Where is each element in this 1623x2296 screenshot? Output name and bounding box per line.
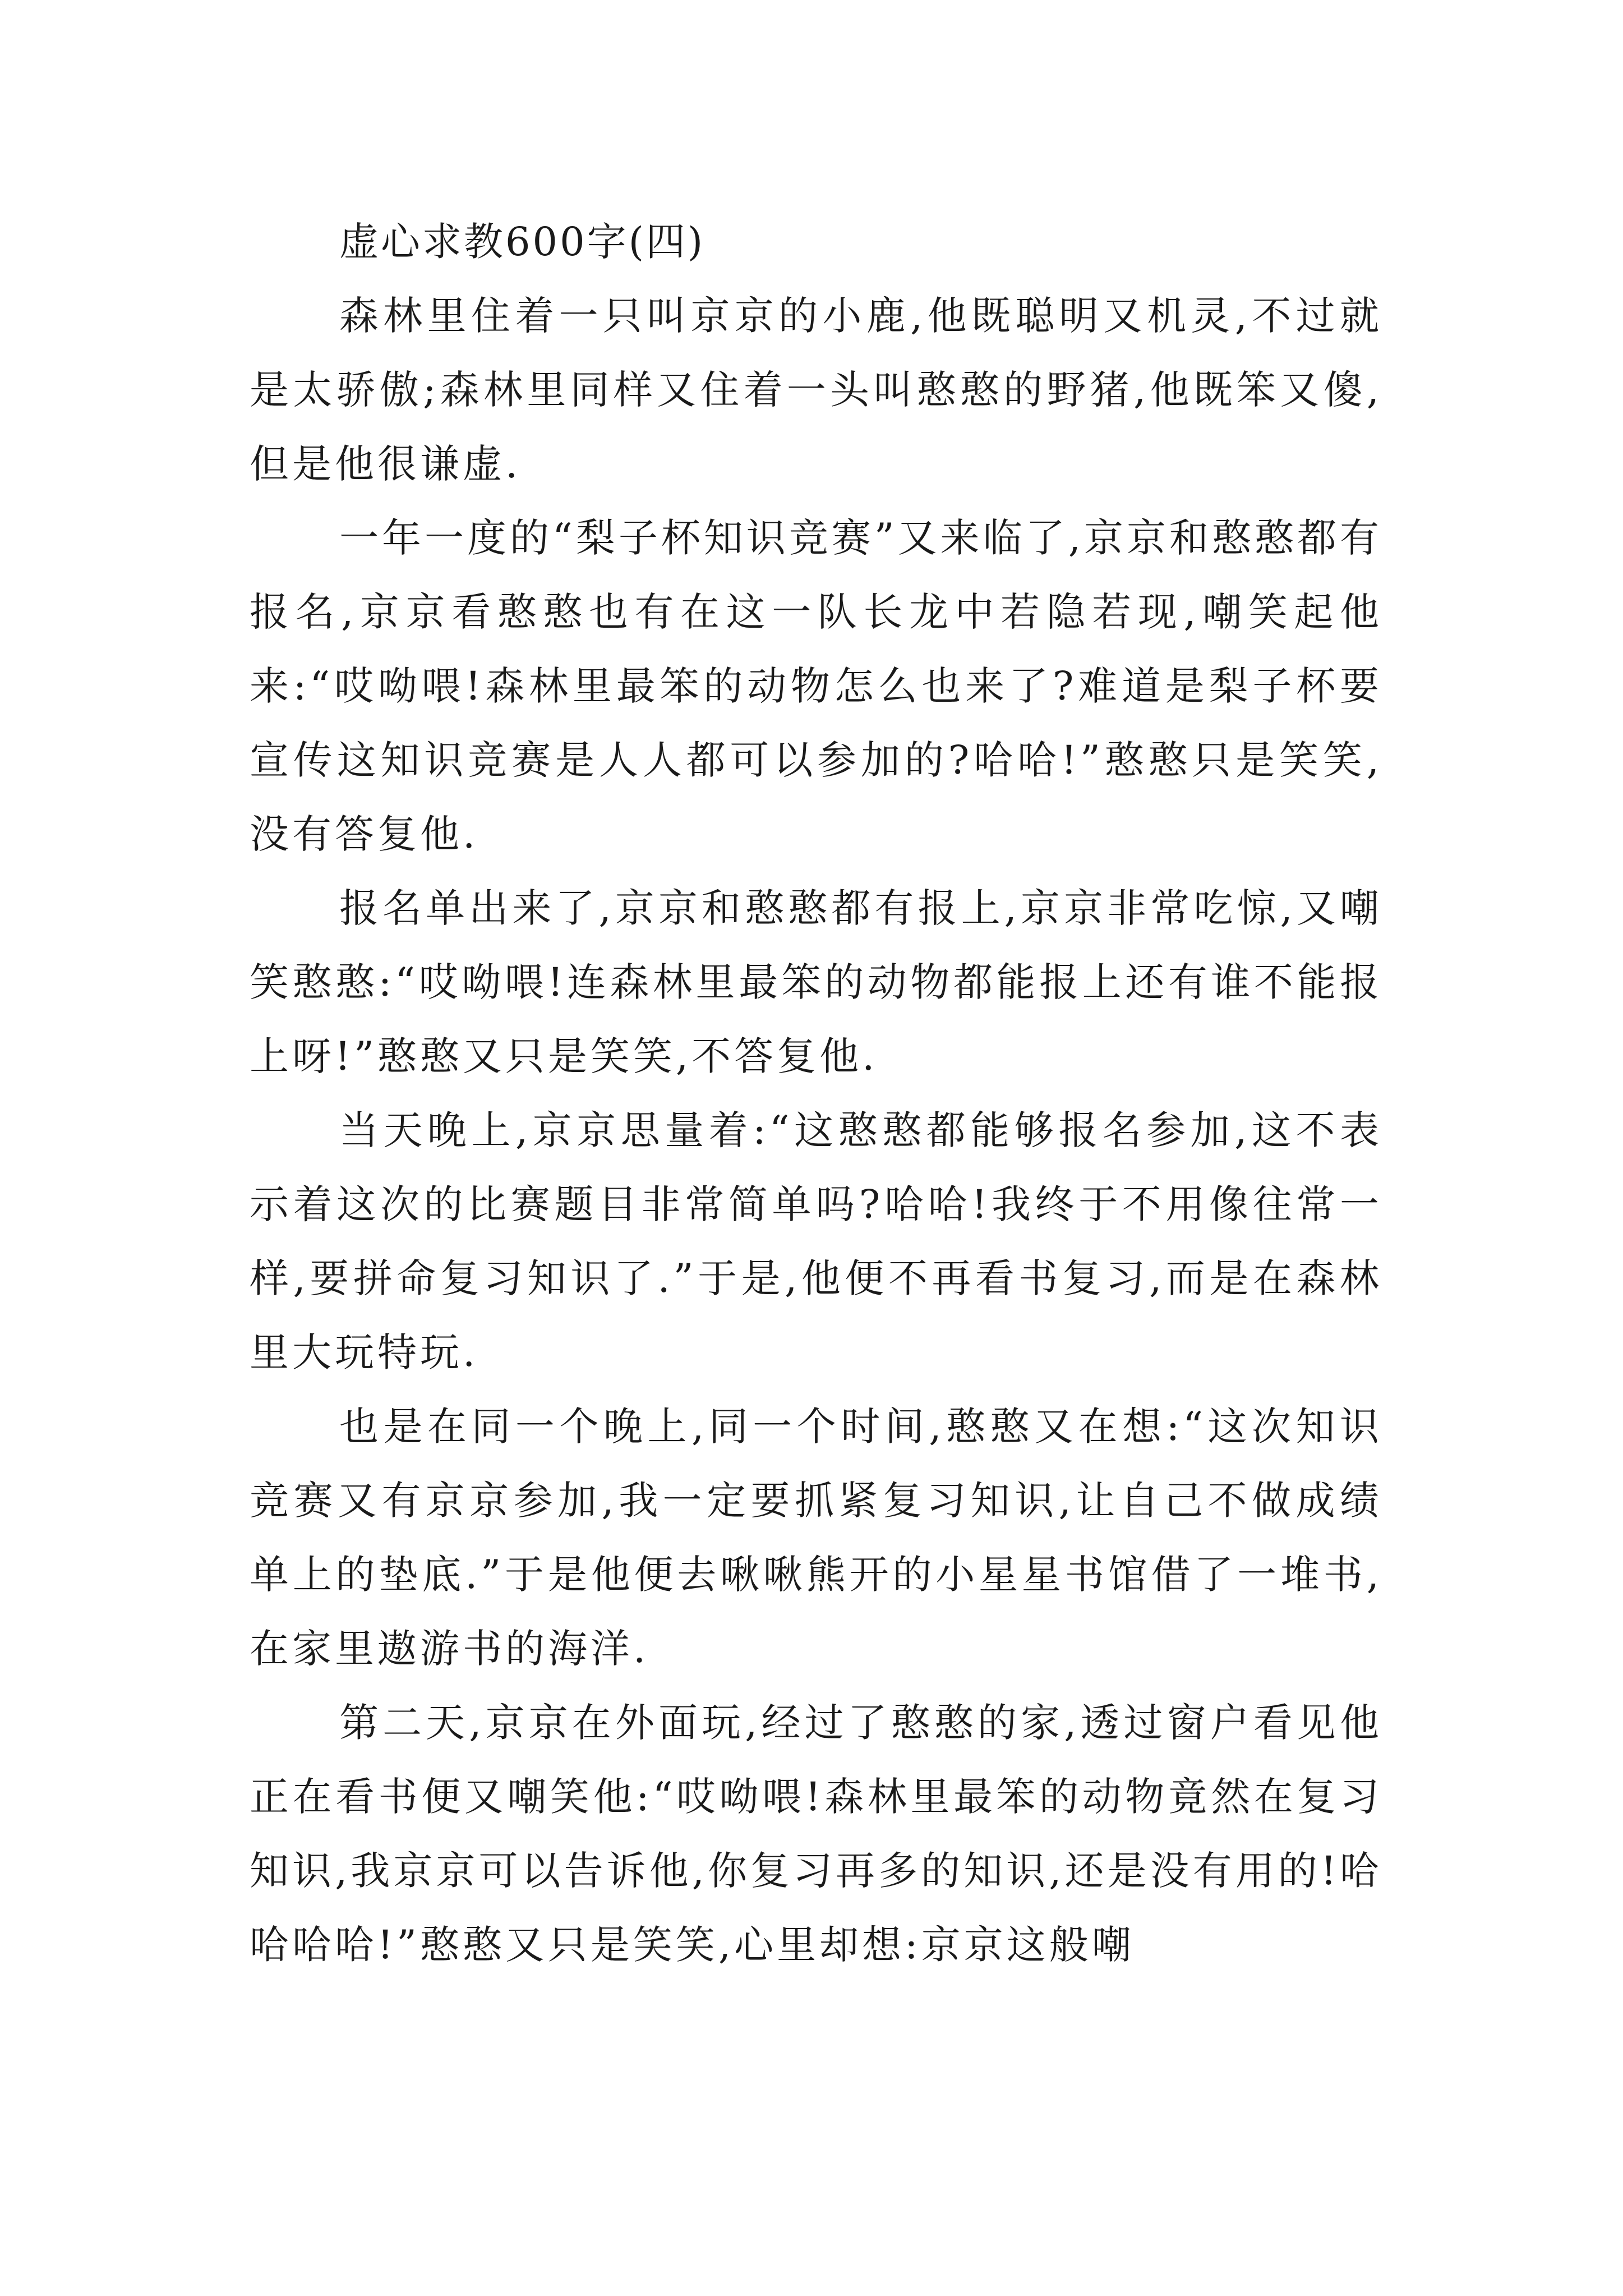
paragraph: 当天晚上,京京思量着:“这憨憨都能够报名参加,这不表示着这次的比赛题目非常简单吗?哈哈!我终于不用像往常一样,要拼命复习知识了.”于是,他便不再看书复习,而是在森林里大玩特玩. bbox=[250, 1107, 1382, 1375]
paragraph: 森林里住着一只叫京京的小鹿,他既聪明又机灵,不过就是太骄傲;森林里同样又住着一头叫憨憨的野猪,他既笨又傻,但是他很谦虚. bbox=[250, 293, 1382, 487]
paragraph: 报名单出来了,京京和憨憨都有报上,京京非常吃惊,又嘲笑憨憨:“哎呦喂!连森林里最笨的动物都能报上还有谁不能报上呀!”憨憨又只是笑笑,不答复他. bbox=[250, 885, 1382, 1079]
paragraph: 第二天,京京在外面玩,经过了憨憨的家,透过窗户看见他正在看书便又嘲笑他:“哎呦喂!森林里最笨的动物竟然在复习知识,我京京可以告诉他,你复习再多的知识,还是没有用的!哈哈哈哈!”憨憨又只是笑笑,心里却想:京京这般嘲 bbox=[250, 1700, 1382, 1968]
document-body bbox=[250, 205, 1382, 1982]
paragraph: 也是在同一个晚上,同一个时间,憨憨又在想:“这次知识竞赛又有京京参加,我一定要抓紧复习知识,让自己不做成绩单上的垫底.”于是他便去啾啾熊开的小星星书馆借了一堆书,在家里遨游书的海洋. bbox=[250, 1404, 1382, 1672]
document-title: 虚心求教600字(四) bbox=[339, 219, 706, 265]
paragraph: 一年一度的“梨子杯知识竞赛”又来临了,京京和憨憨都有报名,京京看憨憨也有在这一队长龙中若隐若现,嘲笑起他来:“哎呦喂!森林里最笨的动物怎么也来了?难道是梨子杯要宣传这知识竞赛是人人都可以参加的?哈哈!”憨憨只是笑笑,没有答复他. bbox=[250, 515, 1382, 857]
